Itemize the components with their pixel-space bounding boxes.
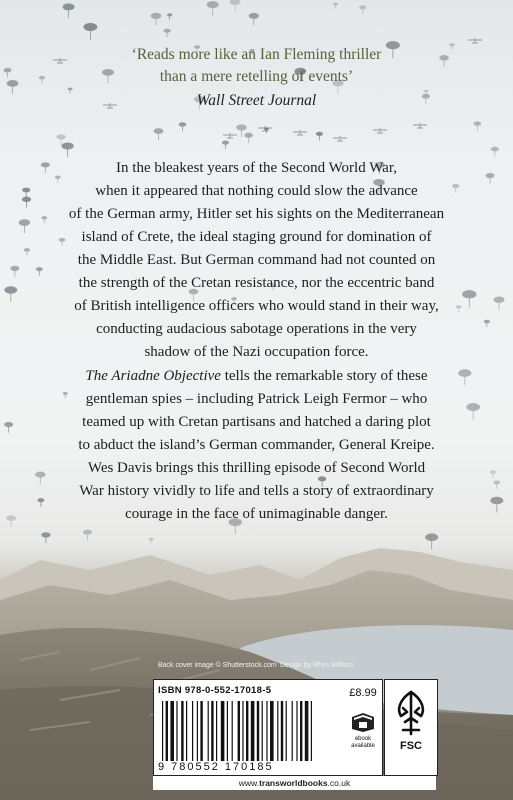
paratrooper-icon — [83, 530, 92, 541]
barcode-bar — [246, 701, 248, 761]
paratrooper-icon — [207, 1, 219, 16]
barcode-bar — [197, 701, 198, 761]
barcode-bar — [305, 701, 309, 761]
barcode-bar — [166, 701, 168, 761]
paratrooper-icon — [63, 3, 75, 18]
barcode-bar — [162, 701, 163, 761]
paratrooper-icon — [179, 122, 187, 131]
barcode-bar — [281, 701, 283, 761]
url-suffix: .co.uk — [327, 778, 351, 788]
blurb-line: the strength of the Cretan resistance, nor the eccentric band — [78, 275, 435, 291]
barcode-bar — [300, 701, 302, 761]
barcode-bar — [292, 701, 293, 761]
blurb-line: gentleman spies – including Patrick Leigh Fermor – who — [85, 391, 428, 407]
barcode-bar — [251, 701, 255, 761]
url-domain: transworldbooks — [259, 778, 328, 788]
barcode-bar — [221, 701, 225, 761]
url-prefix: www. — [238, 778, 260, 788]
barcode-bar — [232, 701, 233, 761]
paratrooper-icon — [474, 121, 482, 130]
barcode-bar — [262, 701, 263, 761]
blurb-line: In the bleakest years of the Second World War, — [116, 160, 397, 176]
barcode-bar — [257, 701, 259, 761]
barcode-bar — [242, 701, 243, 761]
barcode-bar — [211, 701, 213, 761]
paratrooper-icon — [249, 13, 259, 25]
paratrooper-icon — [491, 147, 499, 157]
blurb-line: of British intelligence officers who would stand in their way, — [74, 298, 439, 314]
barcode-bar — [192, 701, 193, 761]
paratrooper-icon — [164, 29, 171, 38]
barcode-bar — [208, 701, 209, 761]
plane-icon — [258, 126, 272, 131]
paratrooper-icon — [62, 143, 74, 158]
blurb-line: teamed up with Cretan partisans and hatched a daring plot — [82, 414, 431, 430]
price-panel — [344, 679, 383, 776]
blurb-line: courage in the face of unimaginable danger. — [125, 506, 388, 522]
blurb-line: the Middle East. But German command had not counted on — [77, 252, 436, 268]
ebook-icon — [350, 711, 376, 733]
barcode-bar — [200, 701, 202, 761]
paratrooper-icon — [151, 13, 162, 26]
paratrooper-icon — [316, 132, 323, 141]
barcode-bar — [216, 701, 217, 761]
paratrooper-icon — [222, 141, 229, 150]
fsc-tree-icon — [393, 690, 429, 736]
barcode-bar — [176, 701, 177, 761]
paratrooper-icon — [359, 5, 366, 14]
barcode-bar — [311, 701, 312, 761]
plane-icon — [333, 136, 347, 141]
plane-icon — [468, 38, 482, 43]
barcode-bar — [286, 701, 287, 761]
barcode-bar — [277, 701, 278, 761]
quote-line-2: than a mere retelling of events’ — [159, 68, 354, 85]
paratrooper-icon — [230, 0, 241, 12]
barcode-bar — [186, 701, 187, 761]
barcode-bar — [170, 701, 174, 761]
ebook-available-label: ebook available — [351, 736, 375, 749]
fsc-panel — [384, 679, 438, 776]
barcode-bar — [181, 701, 183, 761]
quote-source: Wall Street Journal — [196, 92, 317, 109]
blurb-line: conducting audacious sabotage operations in the very — [96, 321, 417, 337]
plane-icon — [223, 133, 237, 138]
paratrooper-icon — [244, 133, 253, 144]
barcode-digits: 9 780552 170185 — [158, 761, 274, 773]
barcode-panel — [153, 679, 345, 776]
quote-line-1: ‘Reads more like an Ian Fleming thriller — [131, 46, 382, 63]
barcode-bar — [238, 701, 240, 761]
barcode-bar — [227, 701, 228, 761]
design-credit: Design by Rhys Willson — [280, 662, 354, 669]
plane-icon — [413, 123, 427, 128]
barcode-icon — [158, 701, 338, 761]
paratrooper-icon — [333, 3, 338, 9]
blurb-line: Wes Davis brings this thrilling episode of Second World — [87, 460, 426, 476]
blurb-line — [0, 365, 513, 388]
paratrooper-icon — [84, 23, 98, 40]
book-title: The Ariadne Objective — [85, 368, 221, 384]
blurb-line: of the German army, Hitler set his sights on the Mediterranean — [68, 206, 445, 222]
barcode-bar — [296, 701, 297, 761]
price: £8.99 — [349, 687, 377, 699]
plane-icon — [293, 130, 307, 135]
blurb-line: shadow of the Nazi occupation force. — [144, 344, 369, 360]
plane-icon — [373, 128, 387, 133]
fsc-label: FSC — [400, 740, 422, 752]
paratrooper-icon — [154, 128, 164, 140]
blurb-line-rest: tells the remarkable story of these — [220, 368, 428, 384]
blurb-line: when it appeared that nothing could slow the advance — [95, 183, 418, 199]
paratrooper-icon — [167, 13, 172, 20]
barcode-bar — [270, 701, 274, 761]
blurb-line: island of Crete, the ideal staging ground for domination of — [81, 229, 432, 245]
isbn-label: ISBN 978-0-552-17018-5 — [158, 685, 272, 696]
publisher-url — [153, 776, 436, 790]
blurb-line: War history vividly to life and tells a story of extraordinary — [79, 483, 434, 499]
blurb-paragraph-2 — [0, 365, 513, 526]
cover-image-credit: Back cover image © Shutterstock.com — [158, 662, 277, 669]
barcode-bar — [266, 701, 267, 761]
blurb-line: to abduct the island’s German commander, General Kreipe. — [78, 437, 435, 453]
blurb-paragraph-1 — [0, 157, 513, 364]
